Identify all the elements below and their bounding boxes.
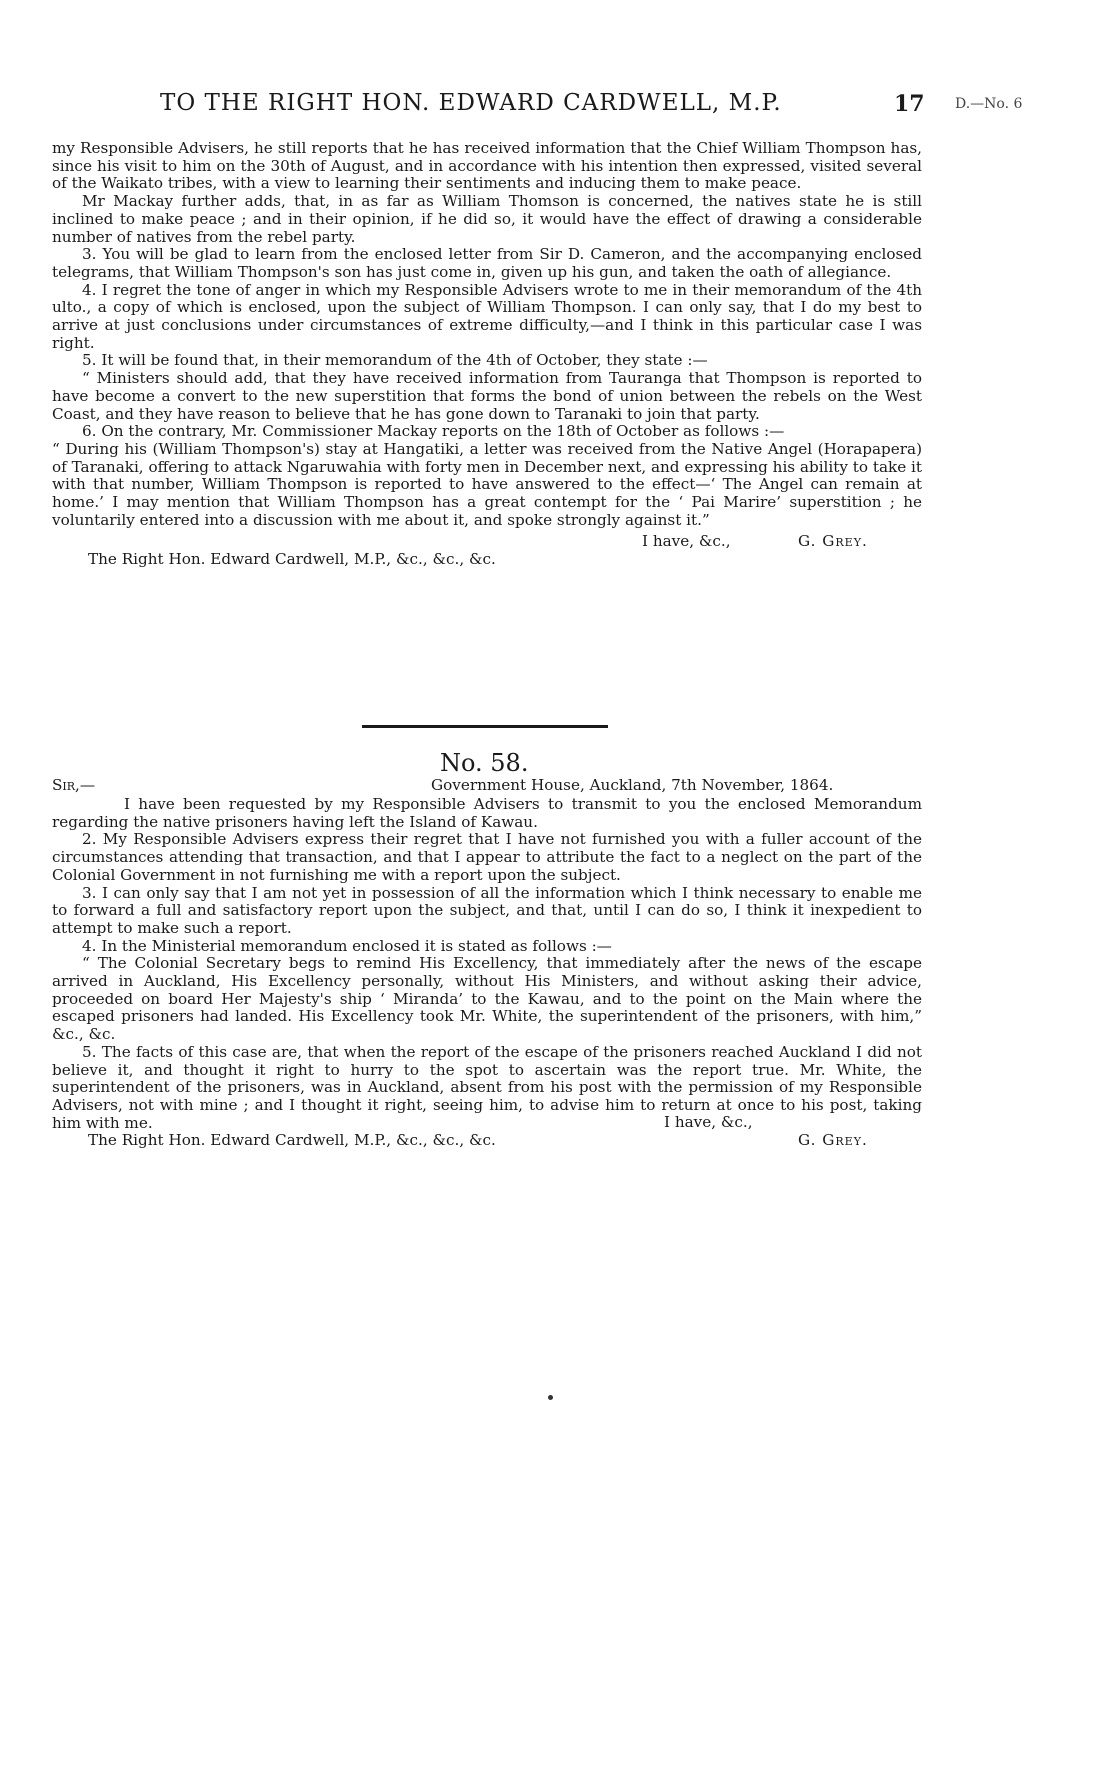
signature-block [52, 1113, 922, 1150]
signature-block [52, 533, 922, 551]
letter-number: No. 58. [440, 749, 529, 777]
closing-phrase: I have, &c., [642, 532, 731, 551]
paragraph: 4. In the Ministerial memorandum enclosed it is stated as follows :— [82, 936, 612, 955]
paragraph: 3. You will be glad to learn from the enclosed letter from Sir D. Cameron, and the accompanying enclosed telegrams, that William Thompson's son has just come in, given up his gun, and taken the oath of allegiance. [52, 245, 922, 281]
quoted-paragraph: “ During his (William Thompson's) stay at Hangatiki, a letter was received from the Native Angel (Horapapera) of Taranaki, offering to attack Ngaruwahia with forty men in December next, and expressing his ability to take it with that number, William Thompson is reported to have answered to the effect—‘ The Angel can remain at home.’ I may mention that William Thompson has a great contempt for the ‘ Pai Marire’ superstition ; he voluntarily entered into a discussion with me about it, and spoke strongly against it.” [52, 439, 922, 529]
quoted-paragraph: “ Ministers should add, that they have received information from Tauranga that Thompson is reported to have become a convert to the new superstition that forms the bond of union between the rebels on the West Coast, and they have reason to believe that he has gone down to Taranaki to join that party. [52, 369, 922, 423]
signature: G. Grey. [798, 532, 868, 551]
dateline: Government House, Auckland, 7th November, 1864. [431, 776, 834, 794]
closing-phrase: I have, &c., [664, 1113, 753, 1132]
paragraph: I have been requested by my Responsible Advisers to transmit to you the enclosed Memorandum regarding the native prisoners having left the Island of Kawau. [52, 795, 922, 831]
page-number: 17 [894, 91, 925, 117]
salutation: Sir,— [52, 776, 96, 794]
paragraph: 5. The facts of this case are, that when the report of the escape of the prisoners reached Auckland I did not believe it, and thought it right to hurry to the spot to ascertain was the report true. Mr. White, the superintendent of the prisoners, was in Auckland, absent from his post with the permission of my Responsible Advisers, not with mine ; and I thought it right, seeing him, to advise him to return at once to his post, taking him with me. [52, 1042, 922, 1132]
addressee: The Right Hon. Edward Cardwell, M.P., &c., &c., &c. [88, 1131, 496, 1150]
paragraph: 2. My Responsible Advisers express their regret that I have not furnished you with a fuller account of the circumstances attending that transaction, and that I appear to attribute the fact to a neglect on the part of the Colonial Government in not furnishing me with a report upon the subject. [52, 830, 922, 884]
printer-mark [548, 1395, 553, 1400]
letter-58-body [52, 796, 922, 1150]
document-reference: D.—No. 6 [955, 96, 1023, 112]
quoted-paragraph: “ The Colonial Secretary begs to remind His Excellency, that immediately after the news of the escape arrived in Auckland, His Excellency personally, without His Ministers, and without asking their advice, proceeded on board Her Majesty's ship ‘ Miranda’ to the Kawau, and to the point on the Main where the escaped prisoners had landed. His Excellency took Mr. White, the superintendent of the prisoners, with him,” &c., &c. [52, 954, 922, 1044]
signature: G. Grey. [798, 1131, 868, 1150]
running-header-title: TO THE RIGHT HON. EDWARD CARDWELL, M.P. [160, 90, 782, 116]
salutation-row [52, 776, 922, 796]
paragraph: 5. It will be found that, in their memorandum of the 4th of October, they state :— [82, 351, 708, 370]
paragraph: 3. I can only say that I am not yet in possession of all the information which I think necessary to enable me to forward a full and satisfactory report upon the subject, and that, until I can do so, I think it inexpedient to attempt to make such a report. [52, 883, 922, 937]
addressee: The Right Hon. Edward Cardwell, M.P., &c., &c., &c. [88, 550, 496, 569]
paragraph: 6. On the contrary, Mr. Commissioner Mackay reports on the 18th of October as follows :— [82, 422, 785, 441]
paragraph: my Responsible Advisers, he still reports that he has received information that the Chief William Thompson has, since his visit to him on the 30th of August, and in accordance with his intention then expressed, visited several of the Waikato tribes, with a view to learning their sentiments and inducing them to make peace. [52, 139, 922, 193]
section-divider [362, 725, 608, 728]
paragraph: Mr Mackay further adds, that, in as far as William Thomson is concerned, the natives state he is still inclined to make peace ; and in their opinion, if he did so, it would have the effect of drawing a considerable number of natives from the rebel party. [52, 192, 922, 246]
paragraph: 4. I regret the tone of anger in which my Responsible Advisers wrote to me in their memorandum of the 4th ulto., a copy of which is enclosed, upon the subject of William Thompson. I can only say, that I do my best to arrive at just conclusions under circumstances of extreme difficulty,—and I think in this particular case I was right. [52, 280, 922, 352]
letter-57-body [52, 140, 922, 569]
